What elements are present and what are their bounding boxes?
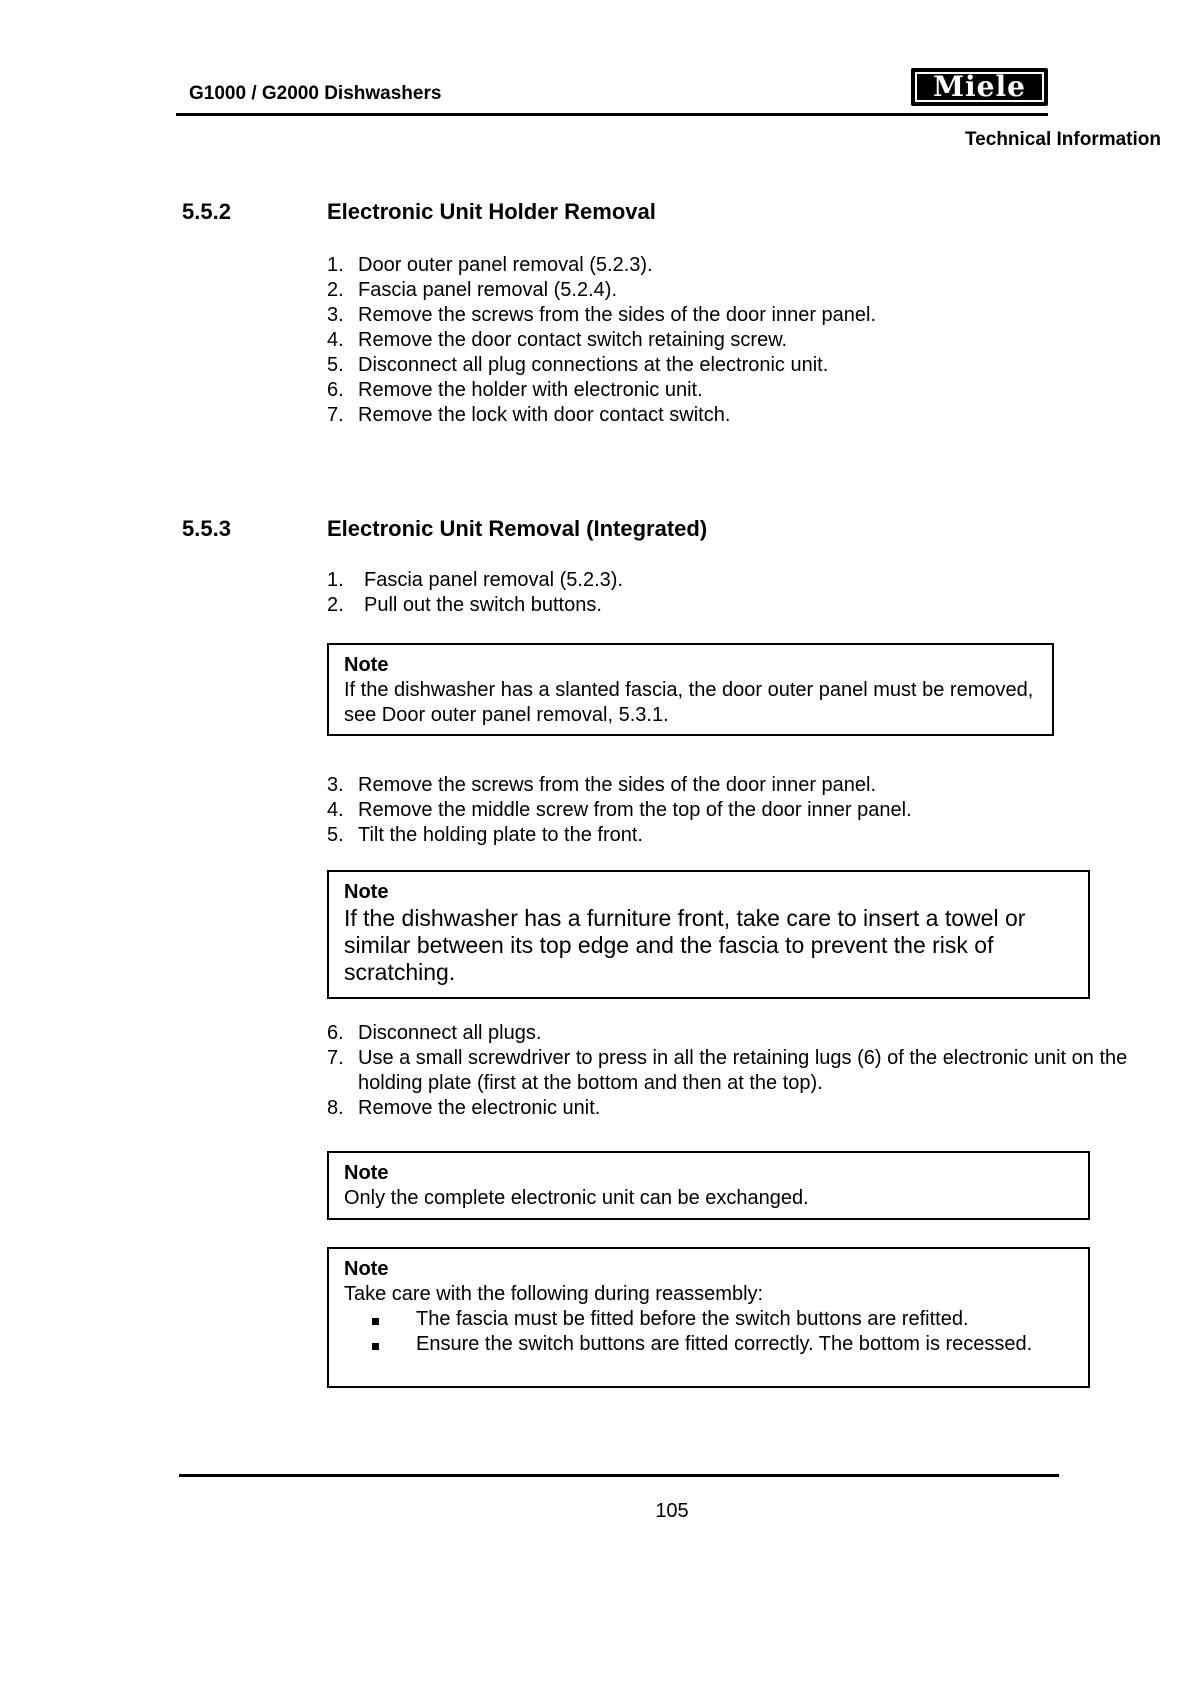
- list-item: 1. Fascia panel removal (5.2.3).: [327, 569, 624, 591]
- note-box-slanted-fascia: [327, 643, 1054, 736]
- header-divider: [176, 113, 1048, 116]
- document-title: G1000 / G2000 Dishwashers: [189, 83, 442, 104]
- note-heading: Note: [344, 1162, 389, 1184]
- section-553-steps-b: [327, 773, 912, 848]
- list-item: 2. Pull out the switch buttons.: [327, 594, 602, 616]
- footer-divider: [179, 1474, 1059, 1477]
- note-text: Only the complete electronic unit can be exchanged.: [344, 1187, 809, 1209]
- list-item: 5. Tilt the holding plate to the front.: [327, 824, 643, 846]
- section-553-number: 5.5.3: [182, 516, 231, 541]
- section-552-steps: [327, 253, 876, 428]
- note-heading: Note: [344, 654, 389, 676]
- list-item: 4. Remove the door contact switch retaining screw.: [327, 329, 788, 351]
- reassembly-bullets: [344, 1307, 1074, 1357]
- list-item: Ensure the switch buttons are fitted correctly. The bottom is recessed.: [344, 1332, 1074, 1357]
- list-item: 4. Remove the middle screw from the top of the door inner panel.: [327, 799, 912, 821]
- bullet-icon: [372, 1318, 379, 1325]
- section-553-steps-c: [327, 1021, 1162, 1121]
- list-item: 7. Use a small screwdriver to press in all the retaining lugs (6) of the electronic unit on the holding plate (first at the bottom and then at the top).: [327, 1047, 1128, 1094]
- note-heading: Note: [344, 1258, 389, 1280]
- note-text: Take care with the following during reassembly:: [344, 1283, 764, 1305]
- list-item: 8. Remove the electronic unit.: [327, 1097, 601, 1119]
- note-heading: Note: [344, 881, 389, 903]
- list-item: 2. Fascia panel removal (5.2.4).: [327, 279, 618, 301]
- section-553-steps-a: [327, 568, 623, 618]
- note-box-furniture-front: [327, 870, 1090, 999]
- miele-logo: [911, 68, 1048, 106]
- document-subtitle: Technical Information: [964, 129, 1161, 150]
- section-552-number: 5.5.2: [182, 199, 231, 224]
- list-item: 6. Disconnect all plugs.: [327, 1022, 542, 1044]
- list-item: 6. Remove the holder with electronic unit.: [327, 379, 703, 401]
- list-item: 5. Disconnect all plug connections at the electronic unit.: [327, 354, 829, 376]
- bullet-icon: [372, 1343, 379, 1350]
- list-item: 3. Remove the screws from the sides of the door inner panel.: [327, 304, 877, 326]
- page-number: 105: [655, 1500, 689, 1522]
- list-item: 1. Door outer panel removal (5.2.3).: [327, 254, 653, 276]
- section-552-title: Electronic Unit Holder Removal: [327, 199, 656, 224]
- list-item: 7. Remove the lock with door contact switch.: [327, 404, 731, 426]
- list-item: The fascia must be fitted before the switch buttons are refitted.: [344, 1307, 1074, 1332]
- note-box-complete-unit: [327, 1151, 1090, 1220]
- logo-text: Miele: [915, 72, 1044, 102]
- note-text: If the dishwasher has a slanted fascia, the door outer panel must be removed, see Door outer panel removal, 5.3.1.: [344, 679, 1034, 726]
- note-text: If the dishwasher has a furniture front, take care to insert a towel or similar between its top edge and the fascia to prevent the risk of scratching.: [344, 905, 1026, 985]
- note-box-reassembly: [327, 1247, 1090, 1388]
- section-553-title: Electronic Unit Removal (Integrated): [327, 516, 708, 541]
- list-item: 3. Remove the screws from the sides of the door inner panel.: [327, 774, 877, 796]
